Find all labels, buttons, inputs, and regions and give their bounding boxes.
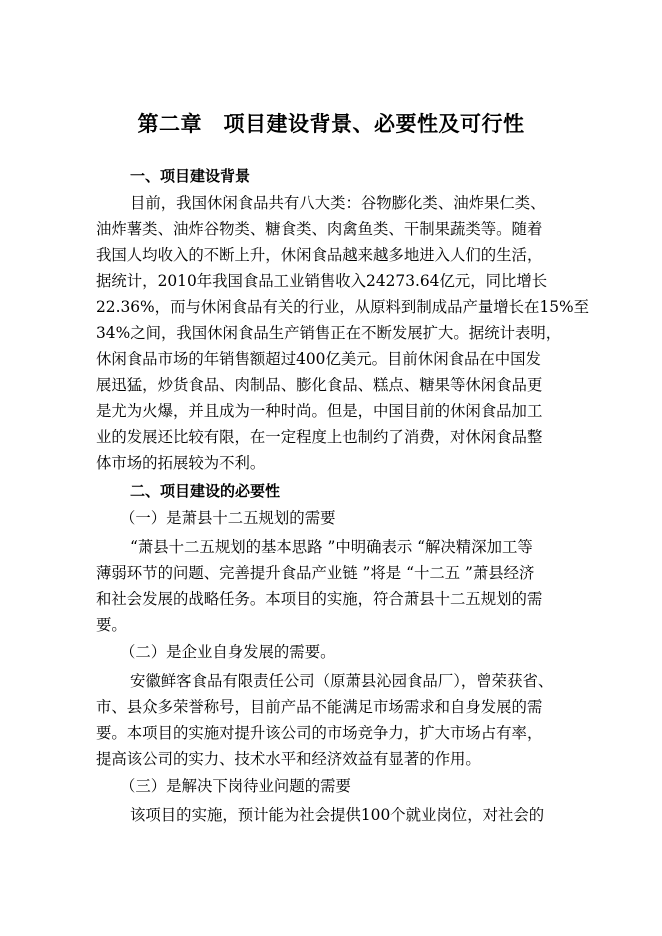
paragraph-line: 市、县众多荣誉称号，目前产品不能满足市场需求和自身发展的需 — [96, 698, 543, 716]
paragraph-line: 要。 — [96, 616, 127, 634]
paragraph-line: 34%之间，我国休闲食品生产销售正在不断发展扩大。据统计表明， — [96, 324, 562, 342]
paragraph-line: 薄弱环节的问题、完善提升食品产业链 ”将是 “十二五 ”萧县经济 — [96, 564, 535, 582]
subsection-heading: （三）是解决下岗待业问题的需要 — [120, 777, 351, 795]
paragraph-line: 业的发展还比较有限，在一定程度上也制约了消费，对休闲食品整 — [96, 428, 543, 446]
paragraph-line: “萧县十二五规划的基本思路 ”中明确表示 “解决精深加工等 — [130, 538, 533, 556]
chapter-title: 第二章 项目建设背景、必要性及可行性 — [137, 112, 525, 136]
paragraph-line: 目前，我国休闲食品共有八大类：谷物膨化类、油炸果仁类、 — [130, 194, 546, 212]
paragraph-line: 安徽鲜客食品有限责任公司（原萧县沁园食品厂），曾荣获省、 — [130, 672, 554, 690]
section-heading-background: 一、项目建设背景 — [130, 167, 251, 185]
paragraph-line: 据统计，2010年我国食品工业销售收入24273.64亿元，同比增长 — [96, 272, 548, 290]
paragraph-line: 是尤为火爆，并且成为一种时尚。但是，中国目前的休闲食品加工 — [96, 402, 543, 420]
paragraph-line: 油炸薯类、油炸谷物类、糖食类、肉禽鱼类、干制果蔬类等。随着 — [96, 220, 543, 238]
paragraph-line: 提高该公司的实力、技术水平和经济效益有显著的作用。 — [96, 750, 481, 768]
paragraph-line: 要。本项目的实施对提升该公司的市场竞争力，扩大市场占有率， — [96, 724, 543, 742]
paragraph-line: 展迅猛，炒货食品、肉制品、膨化食品、糕点、糖果等休闲食品更 — [96, 376, 543, 394]
paragraph-line: 休闲食品市场的年销售额超过400亿美元。目前休闲食品在中国发 — [96, 350, 541, 368]
paragraph-line: 体市场的拓展较为不利。 — [96, 454, 266, 472]
subsection-heading: （二）是企业自身发展的需要。 — [120, 643, 336, 661]
paragraph-line: 和社会发展的战略任务。本项目的实施，符合萧县十二五规划的需 — [96, 590, 543, 608]
subsection-heading: （一）是萧县十二五规划的需要 — [120, 509, 336, 527]
paragraph-line: 22.36%，而与休闲食品有关的行业，从原料到制成品产量增长在15%至 — [96, 298, 590, 316]
section-heading-necessity: 二、项目建设的必要性 — [130, 482, 281, 500]
paragraph-line: 该项目的实施，预计能为社会提供100个就业岗位，对社会的 — [130, 806, 545, 824]
paragraph-line: 我国人均收入的不断上升，休闲食品越来越多地进入人们的生活， — [96, 246, 543, 264]
